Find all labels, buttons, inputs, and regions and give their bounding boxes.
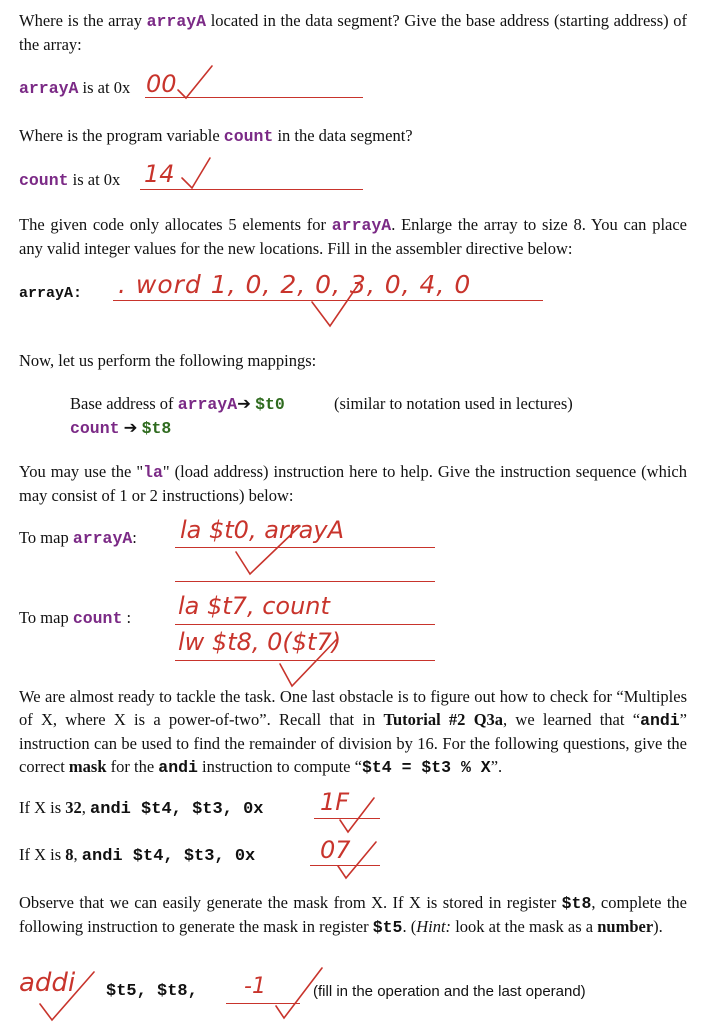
q4-prompt-text: You may use the ": [19, 462, 144, 481]
q3-prompt-text: The given code only allocates 5 elements for: [19, 215, 332, 234]
mapping-intro: Now, let us perform the following mappings:: [19, 351, 317, 370]
q2-label-code: count: [19, 171, 69, 190]
q6-text-2: , complete the following instruction to generate the mask in register: [19, 893, 687, 936]
q4-map-array-answer[interactable]: la $t0, arrayA: [180, 516, 344, 544]
q4-map-count-answer-1[interactable]: la $t7, count: [178, 592, 330, 620]
q4-map-count-code: count: [72, 609, 123, 628]
q4-prompt: [19, 460, 687, 507]
mapping-line1-reg: $t0: [255, 395, 285, 414]
q2-answer[interactable]: 14: [144, 160, 175, 188]
mapping-line1-code: arrayA: [177, 395, 238, 414]
mapping-line1-note: (similar to notation used in lectures): [334, 394, 573, 413]
q5-row1-line: [314, 818, 380, 819]
q5-row1-text: If X is: [19, 798, 66, 817]
q3-answer-line: [113, 300, 543, 301]
q2-prompt-text: Where is the program variable: [19, 126, 224, 145]
q5-row2-num: 8: [65, 845, 74, 864]
q2-prompt: [19, 124, 687, 148]
q6-prompt: [19, 891, 687, 939]
q2-answer-label: [19, 170, 120, 190]
q4-map-count-label: [19, 608, 131, 628]
q5-row-1: [19, 798, 263, 819]
q1-answer-label: [19, 78, 130, 98]
q5-code: andi: [640, 711, 680, 730]
q6-answer-operand[interactable]: -1: [244, 974, 266, 999]
q6-answer-op[interactable]: addi: [19, 968, 76, 998]
q4-prompt-text-2: " (load address) instruction here to help. Give the instruction sequence (which may consist of 1 or 2 instructions) below:: [19, 462, 688, 505]
q1-label-code: arrayA: [19, 79, 79, 98]
q6-hint: Hint:: [416, 917, 452, 936]
q4-map-count-text: To map: [19, 608, 73, 627]
q1-answer-line: [145, 97, 363, 98]
q3-label: arrayA:: [19, 285, 83, 302]
q2-answer-line: [140, 189, 363, 190]
q5-row2-text: If X is: [19, 845, 66, 864]
q5-text-6: ”.: [490, 757, 503, 776]
q5-row2-answer[interactable]: 07: [320, 836, 351, 864]
q3-answer[interactable]: . word 1, 0, 2, 0, 3, 0, 4, 0: [118, 270, 472, 299]
q2-prompt-text-2: in the data segment?: [273, 126, 413, 145]
mapping-line-2: [70, 418, 171, 438]
q5-prompt: [19, 685, 687, 779]
q5-code-3: $t4 = $t3 % X: [361, 758, 491, 777]
q6-bold: number: [597, 917, 654, 936]
q1-answer[interactable]: 00: [146, 70, 177, 98]
q4-map-count-line-1: [175, 624, 435, 625]
q1-prompt-code: arrayA: [146, 12, 207, 31]
q4-prompt-code: la: [143, 463, 163, 482]
q1-prompt-text: Where is the array: [19, 11, 147, 30]
mapping-line1-text: Base address of: [70, 394, 178, 413]
q3-prompt: [19, 213, 687, 260]
mapping-line2-code: count: [70, 419, 120, 438]
q5-row2-code: andi $t4, $t3, 0x: [81, 847, 256, 866]
check-mark-q1: [178, 66, 212, 98]
q5-text-5: instruction to compute “: [197, 757, 362, 776]
q2-label-text: is at 0x: [68, 170, 121, 189]
q5-code-2: andi: [158, 758, 198, 777]
q6-operand-line: [226, 1003, 300, 1004]
q5-row1-answer[interactable]: 1F: [320, 788, 350, 816]
q5-row1-sep: ,: [81, 798, 91, 817]
q6-code-2: $t5: [372, 918, 403, 937]
q6-text-3: . (: [402, 917, 417, 936]
q5-row2-sep: ,: [73, 845, 82, 864]
q6-text-5: ).: [653, 917, 663, 936]
q6-text-4: look at the mask as a: [451, 917, 598, 936]
q5-bold-2: mask: [68, 757, 107, 776]
q4-map-array-colon: :: [132, 528, 137, 547]
q5-text-2: , we learned that “: [503, 710, 641, 729]
check-mark-q2: [182, 158, 210, 188]
q5-row1-code: andi $t4, $t3, 0x: [90, 800, 264, 819]
q6-note: (fill in the operation and the last operand): [313, 983, 586, 1000]
arrow-right-icon: ➔: [237, 394, 251, 413]
q1-prompt-text-2: located in the data segment? Give the base address (starting address) of the array:: [19, 11, 688, 54]
q4-map-array-line-1: [175, 547, 435, 548]
q4-map-array-code: arrayA: [72, 529, 133, 548]
q6-text: Observe that we can easily generate the mask from X. If X is stored in register: [19, 893, 562, 912]
q4-map-count-answer-2[interactable]: lw $t8, 0($t7): [178, 628, 342, 656]
q5-row-2: [19, 845, 255, 866]
q4-map-count-colon: :: [122, 608, 132, 627]
q5-row1-num: 32: [65, 798, 82, 817]
q2-prompt-code: count: [223, 127, 274, 146]
q4-map-array-text: To map: [19, 528, 73, 547]
q4-map-count-line-2: [175, 660, 435, 661]
q4-map-array-label: [19, 528, 137, 548]
q5-text-4: for the: [106, 757, 159, 776]
mapping-line2-reg: $t8: [141, 419, 172, 438]
q6-code-operands: $t5, $t8,: [106, 982, 198, 1001]
q1-prompt: [19, 9, 687, 56]
q5-text: We are almost ready to tackle the task. One last obstacle is to figure out how to check for “Multiples of X, where X is a power-of-two”. Recall that in: [19, 687, 687, 729]
q1-label-text: is at 0x: [78, 78, 131, 97]
q3-prompt-text-2: . Enlarge the array to size 8. You can place any valid integer values for the new locations. Fill in the assembler directive below:: [19, 215, 687, 258]
arrow-right-icon: ➔: [123, 418, 138, 437]
q3-prompt-code: arrayA: [331, 216, 392, 235]
q5-row2-line: [310, 865, 380, 866]
q4-map-array-line-2: [175, 581, 435, 582]
mapping-line-1: [70, 394, 285, 414]
q6-code: $t8: [561, 894, 592, 913]
q5-bold: Tutorial #2 Q3a: [383, 710, 504, 729]
q5-text-3: ” instruction can be used to find the remainder of division by 16. For the following questions, give the correct: [19, 710, 687, 776]
